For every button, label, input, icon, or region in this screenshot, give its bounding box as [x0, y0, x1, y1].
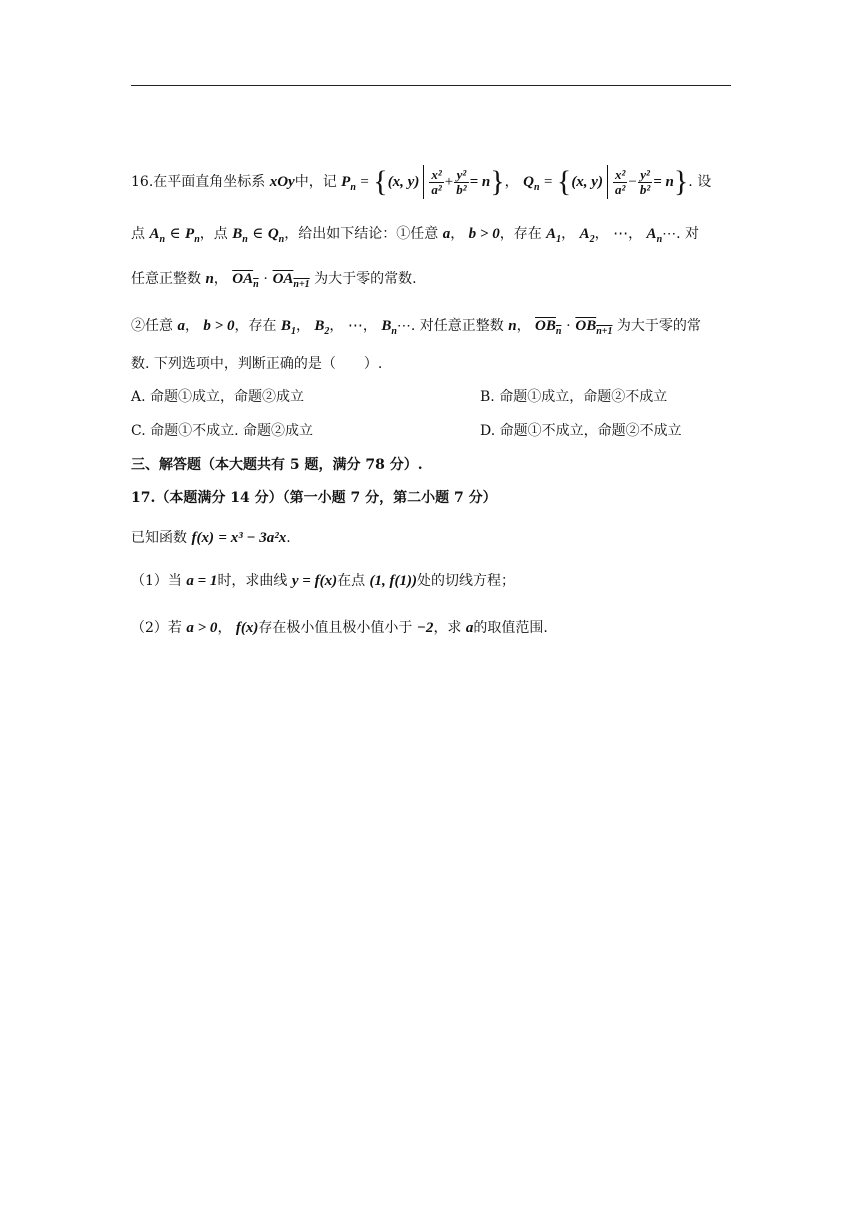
q16-line-4: ②任意 a， b > 0，存在 $B_1$， $B_2$， ⋯， $B_n\cdots$. 对任意正整数 n， $OB_n \cdot OB_{n+1}$ 为大于零的常 — [131, 318, 701, 337]
vector-OAn: $OA_n$ — [232, 271, 259, 290]
fraction-y2-b2: $\frac{\text{y²}}{\text{b²}}$ — [456, 166, 467, 197]
q16-number: 16. — [131, 174, 154, 190]
option-b[interactable]: B. 命题①成立，命题②不成立 — [480, 389, 668, 405]
math-xoy: xOy — [269, 174, 295, 190]
vector-OBn: $OB_n$ — [535, 318, 562, 337]
fraction-x2-a2: $\frac{\text{x²}}{\text{a²}}$ — [431, 166, 442, 197]
vector-OBn1: $OB_{n+1}$ — [575, 318, 613, 337]
header-rule — [131, 85, 731, 86]
q16-line-2: 点 $A_n$ ∈ $P_n$，点 $B_n$ ∈ $Q_n$，给出如下结论：①任意 a， b > 0，存在 $A_1$， $A_2$， ⋯， $A_n\cdots$. 对 — [131, 226, 700, 245]
math-fx: f(x) — [191, 530, 214, 546]
section-heading: 三、解答题（本大题共有 5 题，满分 78 分）. — [131, 457, 423, 473]
set-P-name: $P_n$ — [341, 174, 356, 193]
vector-OAn1: $OA_{n+1}$ — [272, 271, 310, 290]
math-fx-definition: = x³ − 3a²x — [218, 530, 287, 546]
option-a[interactable]: A. 命题①成立，命题②成立 — [131, 389, 305, 405]
q17-stem: 已知函数 f(x) = x³ − 3a²x. — [131, 530, 291, 546]
q16-line-1: 16.在平面直角坐标系 xOy中，记 $P_n = \{(x$, y) $\frac{\text{x²}}{\text{a²}}$ + $\frac{\text{y²}}{\text{b²}}$ = n}， $Q_n = \{(x$, y) $\frac{\text{x²}}{\text{a²}}$ − $\frac{\text{y²}}{\text{b²}}$ = n}. 设 — [131, 165, 712, 198]
q17-part-2: （2）若 a > 0， f(x)存在极小值且极小值小于 −2，求 a的取值范围. — [131, 620, 548, 636]
math-point: (1, f(1)) — [369, 573, 418, 589]
q16-line-5: 数. 下列选项中，判断正确的是（ ）. — [131, 356, 383, 372]
set-Q-name: $Q_n$ — [523, 174, 540, 193]
q17-header: 17.（本题满分 14 分）（第一小题 7 分，第二小题 7 分） — [131, 490, 497, 506]
option-d[interactable]: D. 命题①不成立，命题②不成立 — [480, 423, 682, 439]
set-element: (x, y) — [387, 174, 420, 190]
q16-line-3: 任意正整数 n， $OA_n \cdot OA_{n+1}$ 为大于零的常数. — [131, 271, 417, 290]
q17-part-1: （1）当 a = 1时，求曲线 y = f(x)在点 (1, f(1))处的切线方程； — [131, 573, 516, 589]
option-c[interactable]: C. 命题①不成立. 命题②成立 — [131, 423, 314, 439]
